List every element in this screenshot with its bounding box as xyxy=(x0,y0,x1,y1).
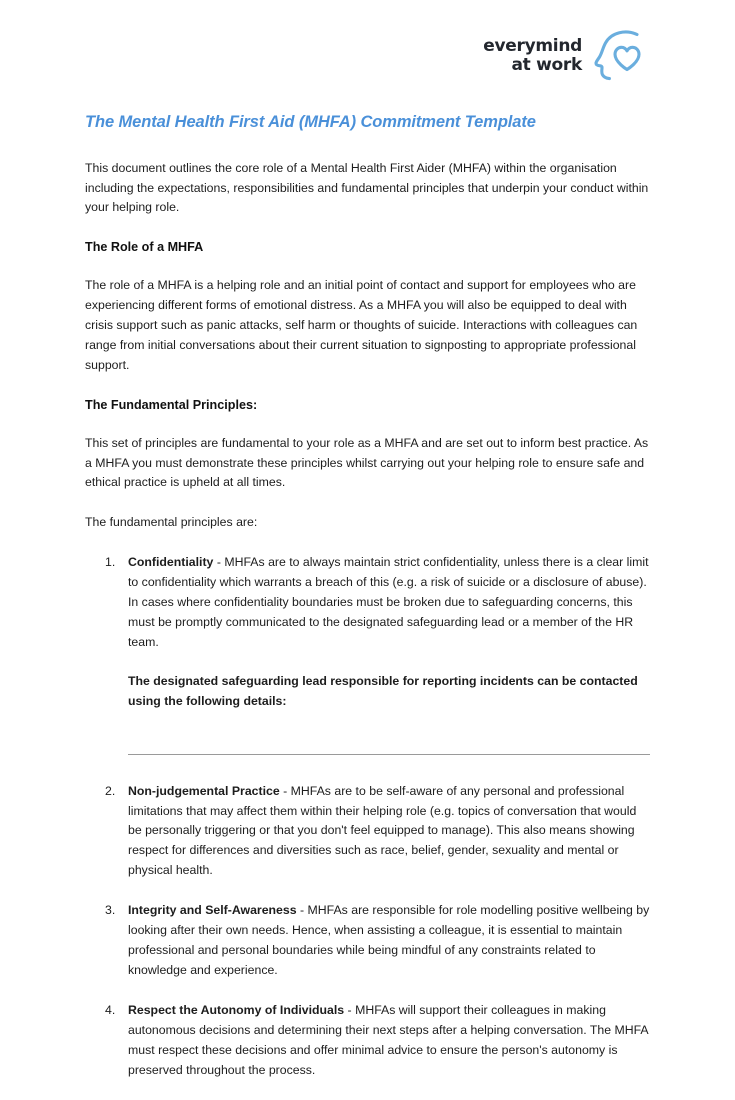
principle-description: MHFAs are to be self-aware of any personal and professional limitations that may affect them within their helping role (e.g. topics of conversation that would be personally triggering or that you don't feel equipped to manage). This also means showing respect for differences and diversities such as race, belief, gender, sexuality and mental or physical health. xyxy=(128,783,637,878)
principle-text xyxy=(128,901,650,981)
brand-logo xyxy=(483,26,653,85)
section-body-role: The role of a MHFA is a helping role and an initial point of contact and support for employees who are experiencing different forms of emotional distress. As a MHFA you will also be equipped to deal with crisis support such as panic attacks, self harm or thoughts of suicide. Interactions with colleagues can range from initial conversations about their current situation to signposting to appropriate professional support. xyxy=(85,278,638,372)
principle-description: MHFAs will support their colleagues in making autonomous decisions and determining their next steps after a helping conversation. The MHFA must respect these decisions and offer minimal advice to ensure the person's autonomy is preserved throughout the process. xyxy=(128,1002,648,1077)
principle-text xyxy=(128,782,650,882)
section-body-principles: This set of principles are fundamental to your role as a MHFA and are set out to inform best practice. As a MHFA you must demonstrate these principles whilst carrying out your helping role to ensure safe and ethical practice is upheld at all times. xyxy=(85,435,649,490)
list-item xyxy=(85,901,650,981)
principle-term: Non-judgemental Practice xyxy=(128,783,280,798)
logo-wordmark xyxy=(483,37,582,74)
principle-text xyxy=(128,553,650,653)
principle-separator: - xyxy=(344,1002,356,1017)
principle-separator: - xyxy=(279,783,291,798)
principle-separator: - xyxy=(296,903,308,918)
principle-separator: - xyxy=(213,555,225,570)
principle-text xyxy=(128,1001,650,1081)
logo-line-at-work: at work xyxy=(511,54,582,75)
section-heading-principles: The Fundamental Principles: xyxy=(85,397,258,412)
page-title: The Mental Health First Aid (MHFA) Commitment Template xyxy=(85,113,536,131)
document-content xyxy=(85,112,650,1100)
safeguarding-details-fill-line[interactable] xyxy=(128,754,650,755)
section-heading-role: The Role of a MHFA xyxy=(85,240,204,255)
principles-lead-in: The fundamental principles are: xyxy=(85,515,258,530)
list-item xyxy=(85,782,650,882)
principle-term: Integrity and Self-Awareness xyxy=(128,903,297,918)
head-with-heart-icon xyxy=(589,27,653,85)
principle-term: Respect the Autonomy of Individuals xyxy=(128,1002,345,1017)
safeguarding-lead-callout: The designated safeguarding lead responsible for reporting incidents can be contacted using the following details: xyxy=(128,673,638,708)
list-item xyxy=(85,553,650,754)
principle-description: MHFAs are responsible for role modelling positive wellbeing by looking after their own needs. Hence, when assisting a colleague, it is essential to maintain professional and personal boundaries while being mindful of any constraints related to knowledge and experience. xyxy=(128,903,650,977)
principle-description: MHFAs are to always maintain strict confidentiality, unless there is a clear limit to confidentiality which warrants a breach of this (e.g. a risk of suicide or a disclosure of abuse). In cases where confidentiality boundaries must be broken due to safeguarding concerns, this must be promptly communicated to the designated safeguarding lead or a member of the HR team. xyxy=(128,555,649,649)
principles-list xyxy=(85,553,650,1080)
logo-line-everymind: everymind xyxy=(483,36,582,57)
list-item xyxy=(85,1001,650,1081)
principle-term: Confidentiality xyxy=(128,555,214,570)
intro-paragraph: This document outlines the core role of a Mental Health First Aider (MHFA) within the organisation including the expectations, responsibilities and fundamental principles that underpin your conduct within your helping role. xyxy=(85,160,649,215)
